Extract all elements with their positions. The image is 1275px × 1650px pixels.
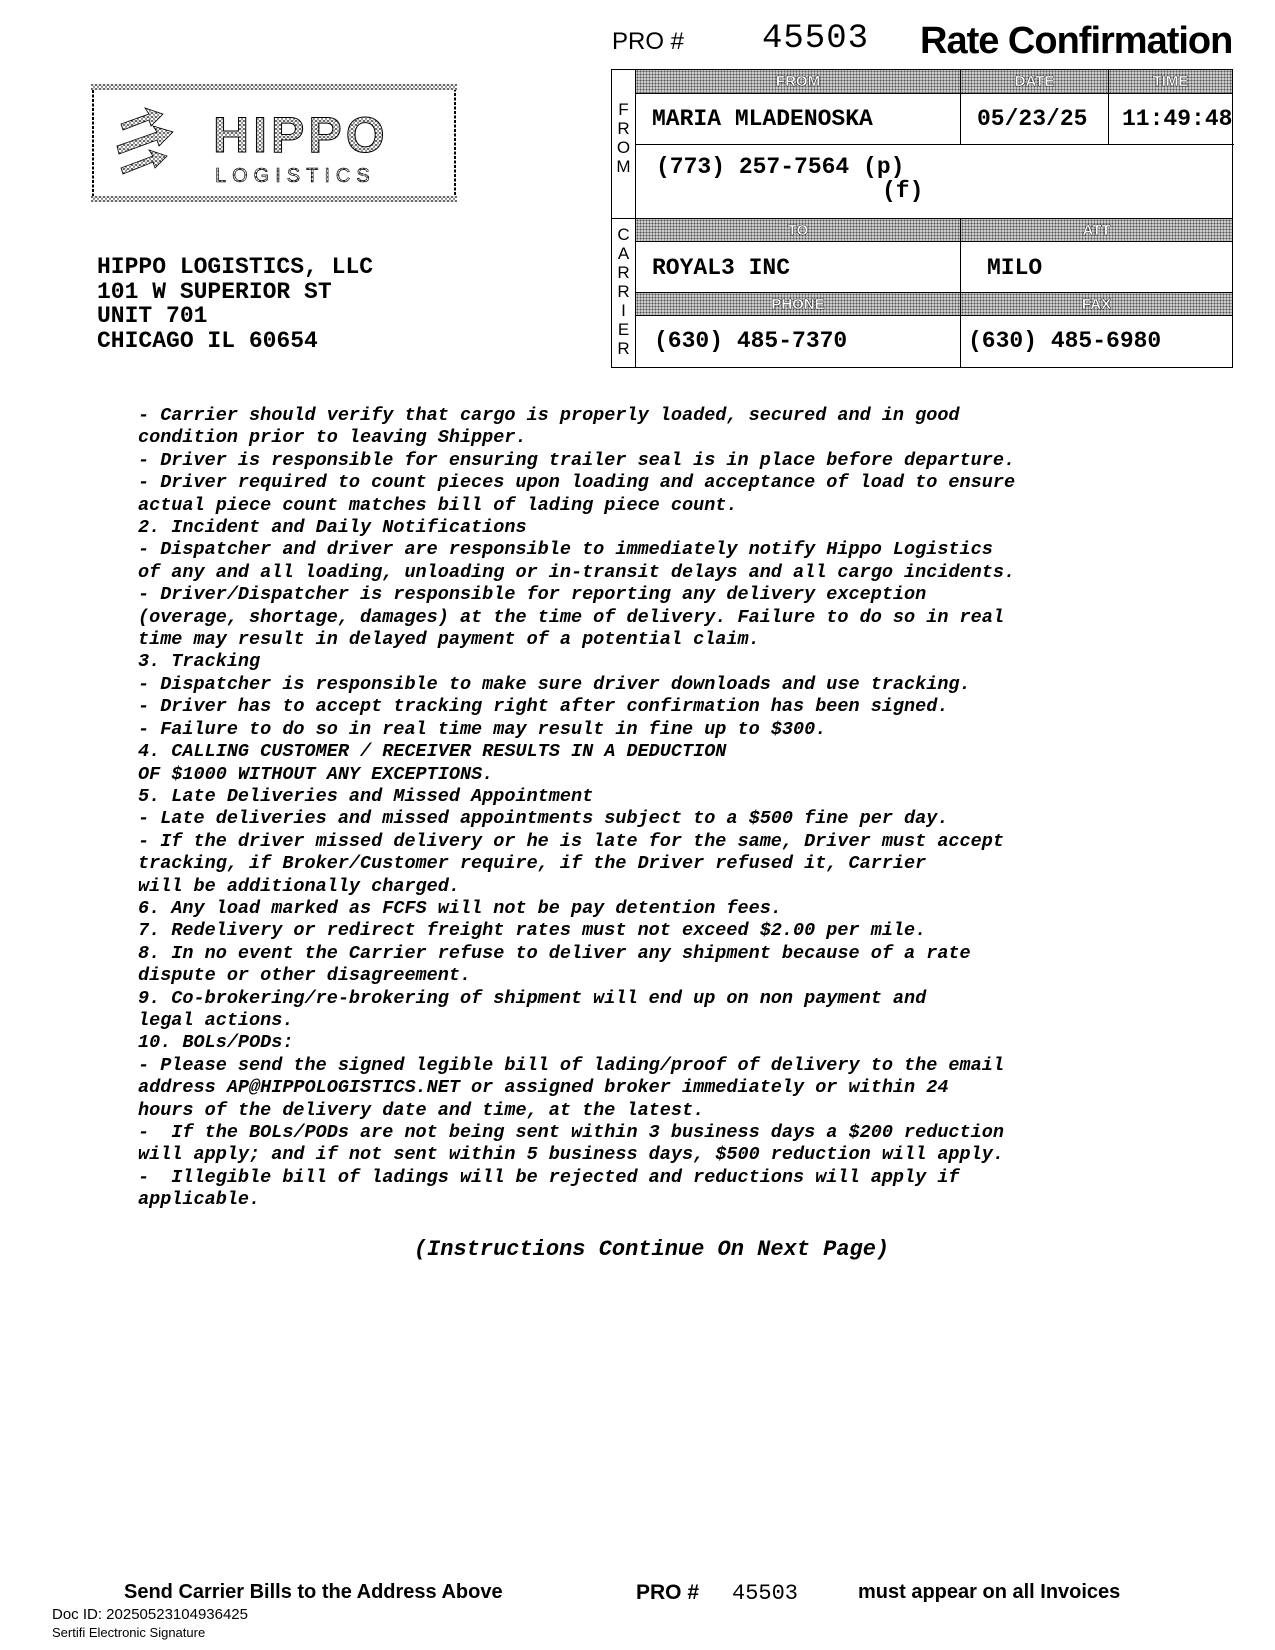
terms-line: 6. Any load marked as FCFS will not be pay detention fees. xyxy=(138,897,782,919)
terms-line: 8. In no event the Carrier refuse to deliver any shipment because of a rate xyxy=(138,942,971,964)
carrier-side-label: C A R R I E R xyxy=(612,218,636,367)
terms-line: actual piece count matches bill of lading piece count. xyxy=(138,494,738,516)
terms-line: hours of the delivery date and time, at the latest. xyxy=(138,1099,705,1121)
company-address xyxy=(97,255,373,353)
address-city: CHICAGO IL 60654 xyxy=(97,327,318,354)
from-phone: (773) 257-7564 (p) xyxy=(656,154,905,180)
terms-line: - Driver is responsible for ensuring trailer seal is in place before departure. xyxy=(138,449,1016,471)
footer-pro-label: PRO # xyxy=(636,1581,700,1604)
terms-line: applicable. xyxy=(138,1189,261,1211)
phone-header: PHONE xyxy=(636,292,960,316)
from-name: MARIA MLADENOSKA xyxy=(652,106,873,132)
from-header: FROM xyxy=(636,70,960,94)
terms-line: will be additionally charged. xyxy=(138,875,460,897)
terms-line: will apply; and if not sent within 5 business days, $500 reduction will apply. xyxy=(138,1144,1004,1166)
logo-graphic xyxy=(91,84,457,202)
pro-number: 45503 xyxy=(762,20,870,58)
pro-label: PRO # xyxy=(612,28,685,55)
hippo-logistics-logo xyxy=(91,84,457,202)
terms-line: - Driver has to accept tracking right after confirmation has been signed. xyxy=(138,696,949,718)
terms-line: time may result in delayed payment of a potential claim. xyxy=(138,629,760,651)
terms-line: - If the driver missed delivery or he is late for the same, Driver must accept xyxy=(138,830,1004,852)
signature-provider: Sertifi Electronic Signature xyxy=(52,1625,206,1640)
carrier-fax: (630) 485-6980 xyxy=(968,328,1162,354)
terms-line: - Failure to do so in real time may result in fine up to $300. xyxy=(138,718,827,740)
footer-invoices-note: must appear on all Invoices xyxy=(858,1581,1121,1603)
terms-line: condition prior to leaving Shipper. xyxy=(138,427,527,449)
address-unit: UNIT 701 xyxy=(97,303,208,329)
terms-line: - If the BOLs/PODs are not being sent within 3 business days a $200 reduction xyxy=(138,1122,1004,1143)
date-header: DATE xyxy=(960,70,1108,94)
from-time: 11:49:48 xyxy=(1122,106,1233,132)
carrier-name: ROYAL3 INC xyxy=(652,255,791,281)
company-name: HIPPO LOGISTICS, LLC xyxy=(97,254,374,280)
doc-id: Doc ID: 20250523104936425 xyxy=(52,1606,248,1623)
to-header: TO xyxy=(636,218,960,242)
terms-line: 3. Tracking xyxy=(138,651,261,673)
terms-line: - Please send the signed legible bill of lading/proof of delivery to the email xyxy=(138,1054,1004,1076)
continue-note: (Instructions Continue On Next Page) xyxy=(413,1237,890,1262)
terms-line: 5. Late Deliveries and Missed Appointment xyxy=(138,785,594,807)
terms-line: - Carrier should verify that cargo is properly loaded, secured and in good xyxy=(138,405,960,426)
from-side-label: F R O M xyxy=(612,70,636,218)
terms-line: address AP@HIPPOLOGISTICS.NET or assigned broker immediately or within 24 xyxy=(138,1077,949,1099)
terms-line: 7. Redelivery or redirect freight rates must not exceed $2.00 per mile. xyxy=(138,920,927,942)
terms-line: - Driver required to count pieces upon loading and acceptance of load to ensure xyxy=(138,472,1016,494)
footer-bills-note: Send Carrier Bills to the Address Above xyxy=(124,1581,503,1603)
terms-line: 9. Co-brokering/re-brokering of shipment will end up on non payment and xyxy=(138,987,927,1009)
terms-line: legal actions. xyxy=(138,1009,294,1031)
document-title: Rate Confirmation xyxy=(920,20,1233,62)
footer-pro-number: 45503 xyxy=(732,1581,799,1606)
logo-word-hippo: HIPPO xyxy=(213,107,389,163)
info-box xyxy=(611,69,1233,368)
terms-line: (overage, shortage, damages) at the time of delivery. Failure to do so in real xyxy=(138,606,1004,628)
terms-line: 2. Incident and Daily Notifications xyxy=(138,517,527,539)
terms-text xyxy=(138,405,1138,1212)
from-date: 05/23/25 xyxy=(977,106,1088,132)
terms-line: OF $1000 WITHOUT ANY EXCEPTIONS. xyxy=(138,763,494,785)
terms-line: of any and all loading, unloading or in-transit delays and all cargo incidents. xyxy=(138,561,1016,583)
terms-line: - Dispatcher and driver are responsible to immediately notify Hippo Logistics xyxy=(138,539,993,561)
terms-line: dispute or other disagreement. xyxy=(138,965,472,987)
terms-line: - Late deliveries and missed appointments subject to a $500 fine per day. xyxy=(138,808,949,830)
arrows-icon xyxy=(117,108,173,174)
fax-header: FAX xyxy=(960,292,1232,316)
logo-word-logistics: LOGISTICS xyxy=(215,165,376,187)
carrier-phone: (630) 485-7370 xyxy=(654,328,848,354)
carrier-att: MILO xyxy=(987,255,1043,281)
address-street: 101 W SUPERIOR ST xyxy=(97,278,332,305)
time-header: TIME xyxy=(1108,70,1232,94)
terms-line: 10. BOLs/PODs: xyxy=(138,1032,294,1054)
terms-line: - Driver/Dispatcher is responsible for reporting any delivery exception xyxy=(138,584,927,606)
att-header: ATT xyxy=(960,218,1232,242)
from-fax: (f) xyxy=(882,178,924,204)
terms-line: tracking, if Broker/Customer require, if the Driver refused it, Carrier xyxy=(138,853,927,875)
terms-line: 4. CALLING CUSTOMER / RECEIVER RESULTS IN A DEDUCTION xyxy=(138,741,727,763)
terms-line: - Dispatcher is responsible to make sure driver downloads and use tracking. xyxy=(138,673,971,695)
terms-line: - Illegible bill of ladings will be rejected and reductions will apply if xyxy=(138,1166,960,1188)
